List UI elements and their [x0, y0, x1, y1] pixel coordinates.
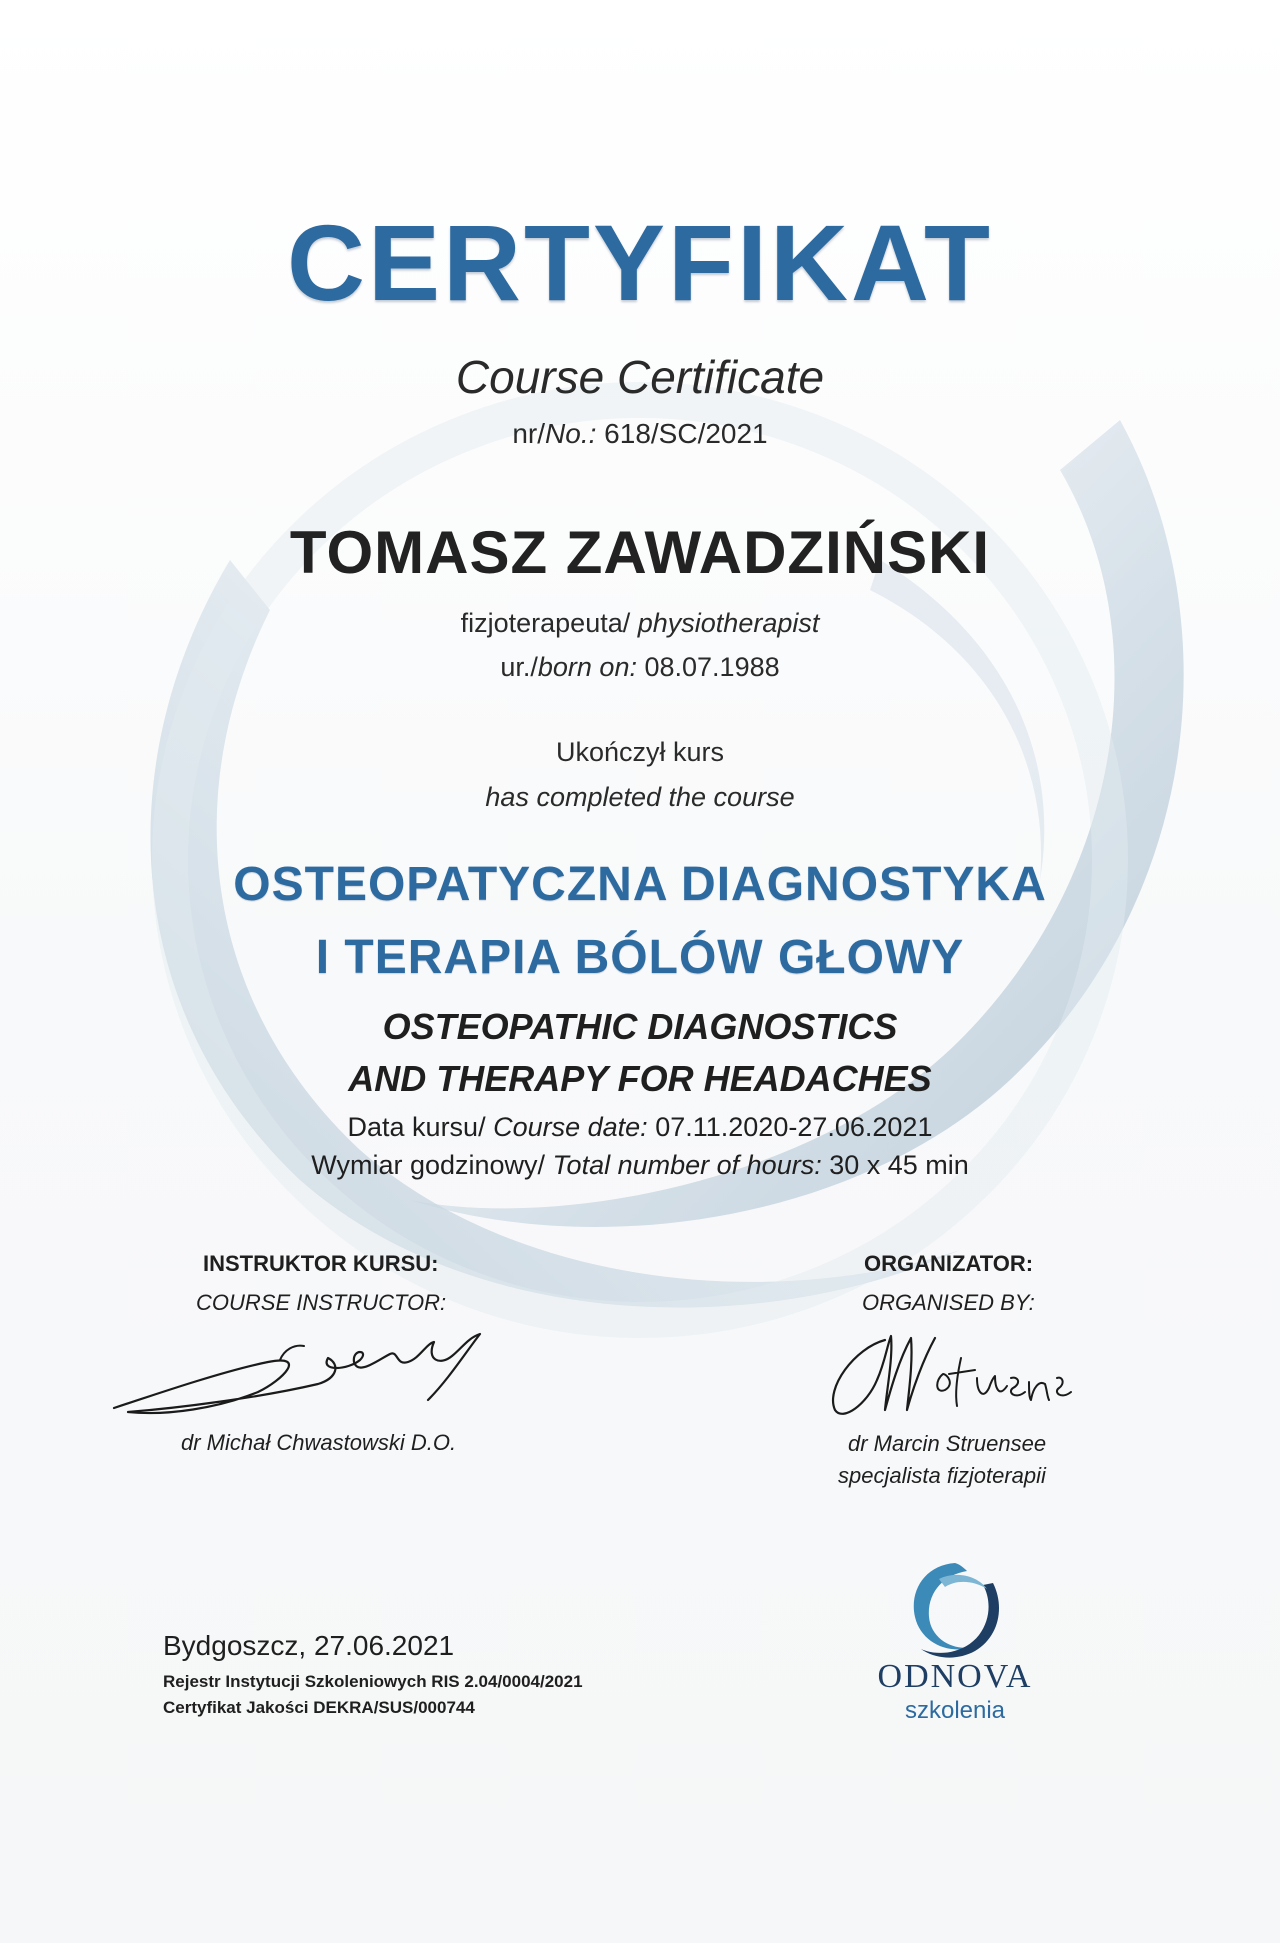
organizer-title: specjalista fizjoterapii — [838, 1463, 1046, 1488]
recipient-profession — [0, 608, 1280, 639]
course-date-label-pl: Data kursu/ — [347, 1112, 486, 1142]
organizer-label-pl: ORGANIZATOR: — [864, 1251, 1034, 1276]
odnova-logo-name: ODNOVA — [877, 1658, 1033, 1695]
number-prefix: nr/ — [512, 418, 546, 449]
issue-place-date: Bydgoszcz, 27.06.2021 — [163, 1630, 455, 1661]
completion-en: has completed the course — [485, 782, 795, 812]
completion-pl: Ukończył kurs — [555, 737, 725, 767]
recipient-name: TOMASZ ZAWADZIŃSKI — [289, 519, 991, 586]
course-title-en-line2: AND THERAPY FOR HEADACHES — [348, 1058, 932, 1099]
course-date-value: 07.11.2020-27.06.2021 — [655, 1112, 933, 1142]
odnova-swirl-icon — [895, 1555, 1015, 1665]
certificate-title: CERTYFIKAT — [287, 202, 993, 323]
certificate-number — [0, 418, 1280, 450]
instructor-name: dr Michał Chwastowski D.O. — [181, 1430, 457, 1455]
born-value: 08.07.1988 — [644, 652, 780, 682]
profession-en: physiotherapist — [637, 608, 820, 638]
course-title-pl-line1: OSTEOPATYCZNA DIAGNOSTYKA — [233, 858, 1047, 911]
instructor-signature-icon — [108, 1320, 488, 1420]
organizer-signature-icon — [815, 1318, 1075, 1428]
register-number: Rejestr Instytucji Szkoleniowych RIS 2.04/0004/2021 — [163, 1672, 583, 1691]
instructor-label-pl: INSTRUKTOR KURSU: — [203, 1251, 439, 1276]
odnova-logo-sub: szkolenia — [904, 1697, 1006, 1724]
course-hours — [0, 1150, 1280, 1181]
course-date — [0, 1112, 1280, 1143]
course-hours-label-en: Total number of hours: — [552, 1150, 822, 1180]
course-hours-value: 30 x 45 min — [829, 1150, 969, 1180]
organizer-name: dr Marcin Struensee — [848, 1431, 1047, 1456]
course-date-label-en: Course date: — [493, 1112, 648, 1142]
quality-certificate: Certyfikat Jakości DEKRA/SUS/000744 — [163, 1698, 475, 1717]
course-hours-label-pl: Wymiar godzinowy/ — [311, 1150, 546, 1180]
recipient-born — [0, 652, 1280, 683]
instructor-label-en: COURSE INSTRUCTOR: — [196, 1290, 447, 1315]
course-title-en-line1: OSTEOPATHIC DIAGNOSTICS — [382, 1006, 898, 1047]
number-prefix-en: No.: — [545, 418, 597, 449]
certificate-subtitle: Course Certificate — [455, 351, 825, 403]
born-pl: ur./ — [500, 652, 538, 682]
born-en: born on: — [537, 652, 637, 682]
organizer-label-en: ORGANISED BY: — [862, 1290, 1035, 1315]
number-value: 618/SC/2021 — [604, 418, 768, 449]
course-title-pl-line2: I TERAPIA BÓLÓW GŁOWY — [315, 931, 965, 984]
profession-pl: fizjoterapeuta/ — [460, 608, 631, 638]
